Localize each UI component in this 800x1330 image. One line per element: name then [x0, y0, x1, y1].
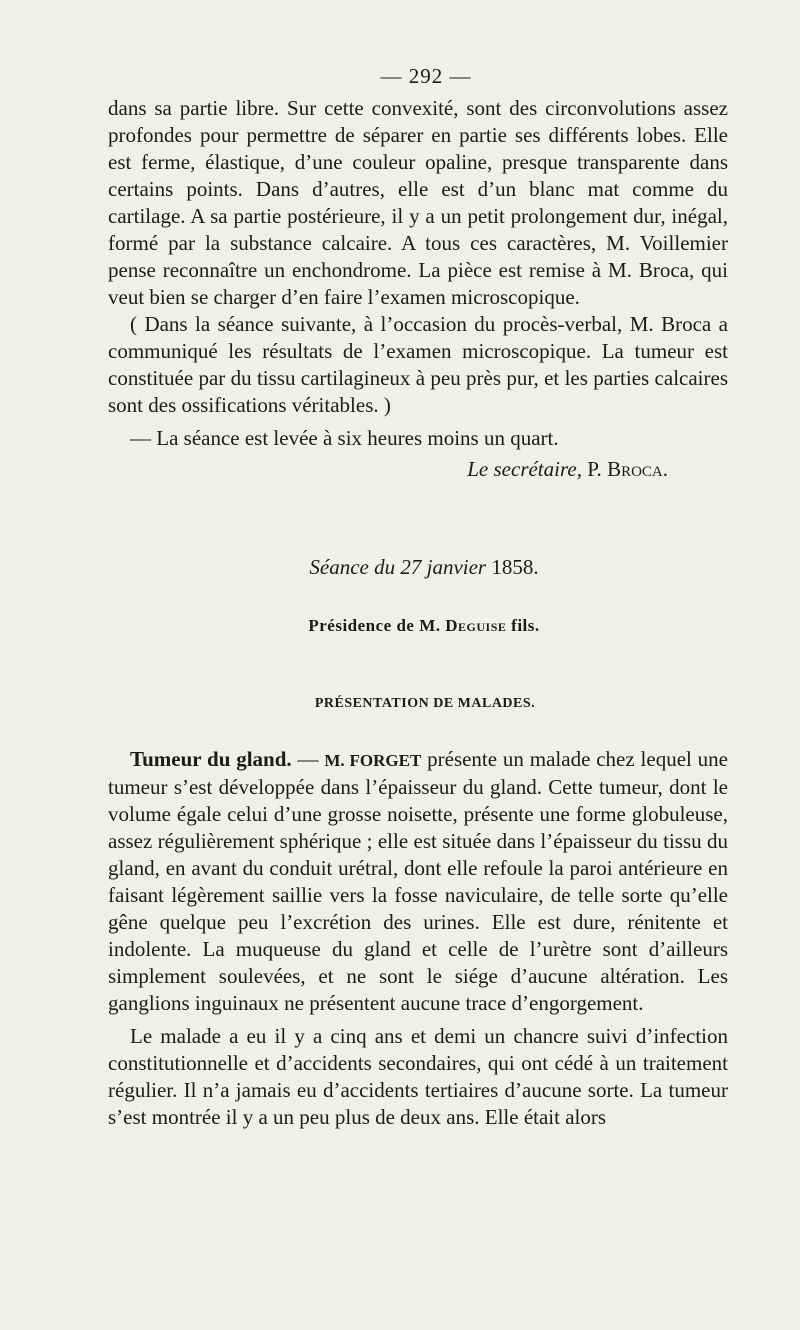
- paragraph-tumor-description: dans sa partie libre. Sur cette convexité, sont des circonvolutions assez profondes pour permettre de séparer en partie ses différents lobes. Elle est ferme, élastique, d’une couleur opaline, presque transparente dans certains points. Dans d’autres, elle est d’un blanc mat comme du cartilage. A sa partie postérieure, il y a un petit prolongement dur, inégal, formé par la substance calcaire. A tous ces caractères, M. Voillemier pense reconnaître un enchondrome. La pièce est remise à M. Broca, qui veut bien se charger d’en faire l’examen microscopique.: [108, 96, 728, 309]
- document-page: [108, 64, 728, 1131]
- signature-initial: P.: [587, 457, 602, 481]
- presidency-text: Présidence de M.: [308, 616, 441, 635]
- signature-name: Broca.: [607, 457, 668, 481]
- paragraph-case-history: Le malade a eu il y a cinq ans et demi un chancre suivi d’infection constitutionnelle et d’accidents secondaires, qui ont cédé à un traitement régulier. Il n’a jamais eu d’accidents tertiaires d’aucune sorte. La tumeur s’est montrée il y a un peu plus de deux ans. Elle était alors: [108, 1024, 728, 1129]
- paragraph-case-presentation: [108, 746, 728, 1017]
- paragraph-microscopic-note: ( Dans la séance suivante, à l’occasion du procès-verbal, M. Broca a communiqué les résultats de l’examen microscopique. La tumeur est constituée par du tissu cartilagineux à peu près pur, et les parties calcaires sont des ossifications véritables. ): [108, 312, 728, 417]
- session-date: Séance du 27 janvier: [309, 555, 487, 579]
- presidency-suffix: fils.: [511, 616, 540, 635]
- session-year: 1858.: [491, 555, 539, 579]
- case-dash: —: [297, 747, 319, 771]
- section-heading: PRÉSENTATION DE MALADES.: [314, 696, 536, 711]
- page-number: — 292 —: [380, 64, 472, 88]
- presidency-name: Deguise: [445, 616, 507, 635]
- session-heading: [108, 555, 728, 580]
- paragraph-session-closing: — La séance est levée à six heures moins un quart.: [130, 426, 559, 450]
- signature-role: Le secrétaire,: [467, 457, 582, 481]
- case-title: Tumeur du gland.: [130, 747, 292, 771]
- case-text: présente un malade chez lequel une tumeur s’est développée dans l’épaisseur du gland. Cette tumeur, dont le volume égale celui d’une grosse noisette, présente une forme globuleuse, assez régulièrement sphérique ; elle est située dans l’épaisseur du tissu du gland, en avant du conduit urétral, dont elle refoule la paroi antérieure en faisant légèrement saillie vers la fosse naviculaire, de telle sorte qu’elle gêne quelque peu l’excrétion des urines. Elle est dure, rénitente et indolente. La muqueuse du gland et celle de l’urètre sont d’ailleurs simplement soulevées, et ne sont le siége d’aucune altération. Les ganglions inguinaux ne présentent aucune trace d’engorgement.: [108, 747, 729, 1015]
- case-author: M. FORGET: [324, 751, 422, 770]
- secretary-signature: [108, 456, 668, 483]
- presidency-line: [108, 616, 728, 636]
